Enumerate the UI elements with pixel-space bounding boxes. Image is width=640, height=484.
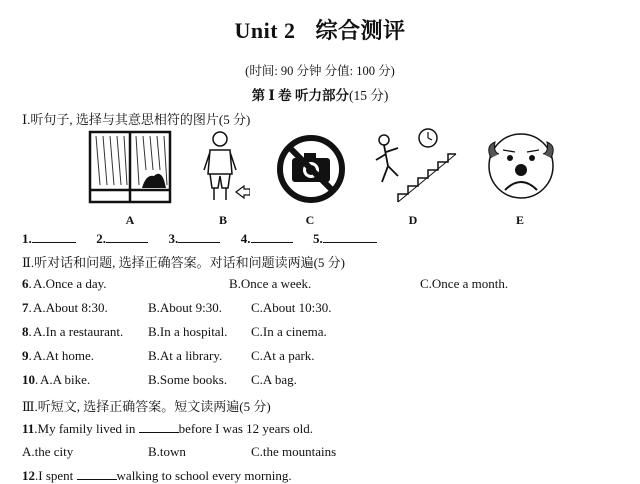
question-10: 10.: [22, 372, 39, 387]
section2-instruction: Ⅱ.听对话和问题, 选择正确答案。对话和问题读两遍(5 分): [22, 255, 345, 270]
question-number: 11: [22, 421, 35, 436]
option-11a[interactable]: A.the city: [22, 444, 74, 459]
part-header-score: (15 分): [349, 88, 389, 103]
no-camera-icon: [276, 134, 346, 204]
question-9: 9.: [22, 348, 32, 363]
question-7: 7.: [22, 300, 32, 315]
question-number: 6: [22, 276, 29, 291]
option-9c[interactable]: C.At a park.: [251, 348, 315, 363]
question-6: 6.: [22, 276, 32, 291]
answer-blank-5[interactable]: [323, 230, 377, 243]
option-11c[interactable]: C.the mountains: [251, 444, 337, 459]
question-12: 12.I spent walking to school every morning.: [22, 468, 292, 483]
option-7c[interactable]: C.About 10:30.: [251, 300, 332, 315]
answer-label-2: 2.: [96, 231, 106, 246]
answer-blank-1[interactable]: [32, 230, 76, 243]
option-8b[interactable]: B.In a hospital.: [148, 324, 228, 339]
question-8: 8.: [22, 324, 32, 339]
answer-blank-4[interactable]: [251, 230, 293, 243]
option-10a[interactable]: A.A bike.: [40, 372, 91, 387]
question-number: 7: [22, 300, 29, 315]
question-11: 11.My family lived in before I was 12 years old.: [22, 421, 313, 436]
option-8a[interactable]: A.In a restaurant.: [33, 324, 124, 339]
answer-label-1: 1.: [22, 231, 32, 246]
option-8c[interactable]: C.In a cinema.: [251, 324, 327, 339]
answer-label-3: 3.: [168, 231, 179, 246]
question-11-text-after: before I was 12 years old.: [178, 421, 313, 436]
option-7b[interactable]: B.About 9:30.: [148, 300, 223, 315]
picture-label-b: B: [218, 213, 227, 227]
option-9a[interactable]: A.At home.: [33, 348, 95, 363]
question-number: 8: [22, 324, 29, 339]
answer-blank-3[interactable]: [178, 230, 220, 243]
picture-label-a: A: [125, 213, 135, 227]
sad-clown-icon: [483, 128, 559, 202]
unit-label: Unit 2: [234, 18, 296, 43]
picture-label-e: E: [515, 213, 524, 227]
question-number: 10: [22, 372, 35, 387]
answer-label-4: 4.: [240, 231, 251, 246]
window-rain-icon: [88, 130, 172, 204]
section3-instruction: Ⅲ.听短文, 选择正确答案。短文读两遍(5 分): [22, 399, 271, 414]
boy-arrow-icon: [198, 130, 250, 204]
answer-label-5: 5.: [313, 231, 323, 246]
question-number: 9: [22, 348, 29, 363]
stairs-clock-icon: [368, 126, 458, 204]
option-9b[interactable]: B.At a library.: [148, 348, 223, 363]
question-number: 12: [22, 468, 35, 483]
option-6b[interactable]: B.Once a week.: [229, 276, 312, 291]
picture-label-c: C: [305, 213, 315, 227]
option-10b[interactable]: B.Some books.: [148, 372, 228, 387]
question-12-text-after: walking to school every morning.: [116, 468, 292, 483]
page-title: [0, 14, 640, 45]
answer-blanks: [22, 230, 377, 247]
section1-instruction: Ⅰ.听句子, 选择与其意思相符的图片(5 分): [22, 112, 251, 127]
option-11b[interactable]: B.town: [148, 444, 186, 459]
picture-label-d: D: [408, 213, 418, 227]
question-11-blank[interactable]: [139, 420, 179, 433]
question-11-text-before: My family lived in: [37, 421, 139, 436]
part-header-main: 第 Ⅰ 卷 听力部分: [251, 88, 350, 103]
option-6a[interactable]: A.Once a day.: [33, 276, 107, 291]
question-12-text-before: I spent: [38, 468, 77, 483]
option-7a[interactable]: A.About 8:30.: [33, 300, 108, 315]
time-score-note: (时间: 90 分钟 分值: 100 分): [245, 64, 395, 78]
question-12-blank[interactable]: [77, 467, 117, 480]
answer-blank-2[interactable]: [106, 230, 148, 243]
option-6c[interactable]: C.Once a month.: [420, 276, 509, 291]
part-header: [0, 84, 640, 104]
option-10c[interactable]: C.A bag.: [251, 372, 297, 387]
unit-name: 综合测评: [315, 18, 406, 43]
